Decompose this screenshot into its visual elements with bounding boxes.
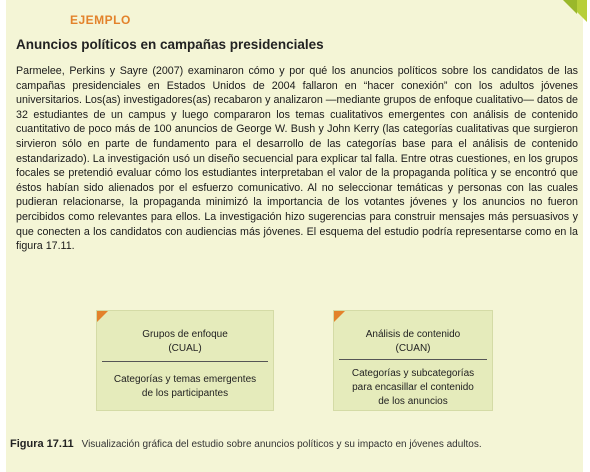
figure-number: Figura 17.11	[10, 438, 74, 450]
section-tag: EJEMPLO	[70, 13, 131, 27]
box-line: Categorías y temas emergentes	[113, 374, 257, 385]
box-bottom-text	[97, 373, 273, 401]
box-divider	[102, 361, 268, 362]
corner-decoration-inner	[563, 0, 577, 14]
diagram-box-focus-groups	[96, 310, 274, 411]
example-panel	[6, 0, 583, 472]
box-top-text	[97, 328, 273, 356]
figure-caption-text: Visualización gráfica del estudio sobre anuncios políticos y su impacto en jóvenes adultos.	[81, 439, 482, 450]
figure-caption	[10, 438, 575, 450]
example-title: Anuncios políticos en campañas presidenciales	[16, 37, 324, 52]
box-line: (CUAN)	[395, 343, 431, 354]
diagram-box-content-analysis	[333, 310, 493, 411]
box-top-text	[334, 328, 492, 356]
box-line: Análisis de contenido	[365, 329, 461, 340]
box-line: de los participantes	[141, 388, 229, 399]
box-line: Categorías y subcategorías	[351, 368, 475, 379]
box-line: de los anuncios	[378, 396, 448, 407]
box-corner-marker	[334, 311, 345, 322]
box-divider	[339, 359, 487, 360]
box-bottom-text	[334, 367, 492, 409]
box-line: para encasillar el contenido	[352, 382, 474, 393]
box-line: Grupos de enfoque	[142, 329, 228, 340]
example-paragraph: Parmelee, Perkins y Sayre (2007) examinaron cómo y por qué los anuncios políticos sobre los candidatos de las campañas presidenciales en Estados Unidos de 2004 fallaron en “hacer conexión” con los adultos jóvenes universitarios. Los(as) investigadores(as) recabaron y analizaron —mediante grupos de enfoque cualitativo— datos de 32 estudiantes de un campus y luego compararon los temas cualitativos emergentes con análisis de contenido cuantitativo de poco más de 100 anuncios de George W. Bush y John Kerry (las categorías cualitativas que surgieron sirvieron sólo en parte de fundamento para el desarrollo de las categorías base para el análisis de contenido estandarizado). La investigación usó un diseño secuencial para explicar tal falla. Entre otras cuestiones, en los grupos focales se pretendió evaluar cómo los estudiantes interpretaban el valor de la propaganda política y se encontró que éstos habían sido alienados por el esfuerzo comunicativo. Al no seleccionar temáticas y personas con las cuales pudieran relacionarse, la propaganda minimizó la importancia de los votantes jóvenes y los anuncios no fueron percibidos como relevantes para ellos. La investigación hizo sugerencias para construir mensajes más persuasivos y que conecten a los candidatos con audiencias más jóvenes. El esquema del estudio podría representarse como en la figura 17.11.	[16, 65, 578, 253]
box-corner-marker	[97, 311, 108, 322]
box-line: (CUAL)	[168, 343, 202, 354]
